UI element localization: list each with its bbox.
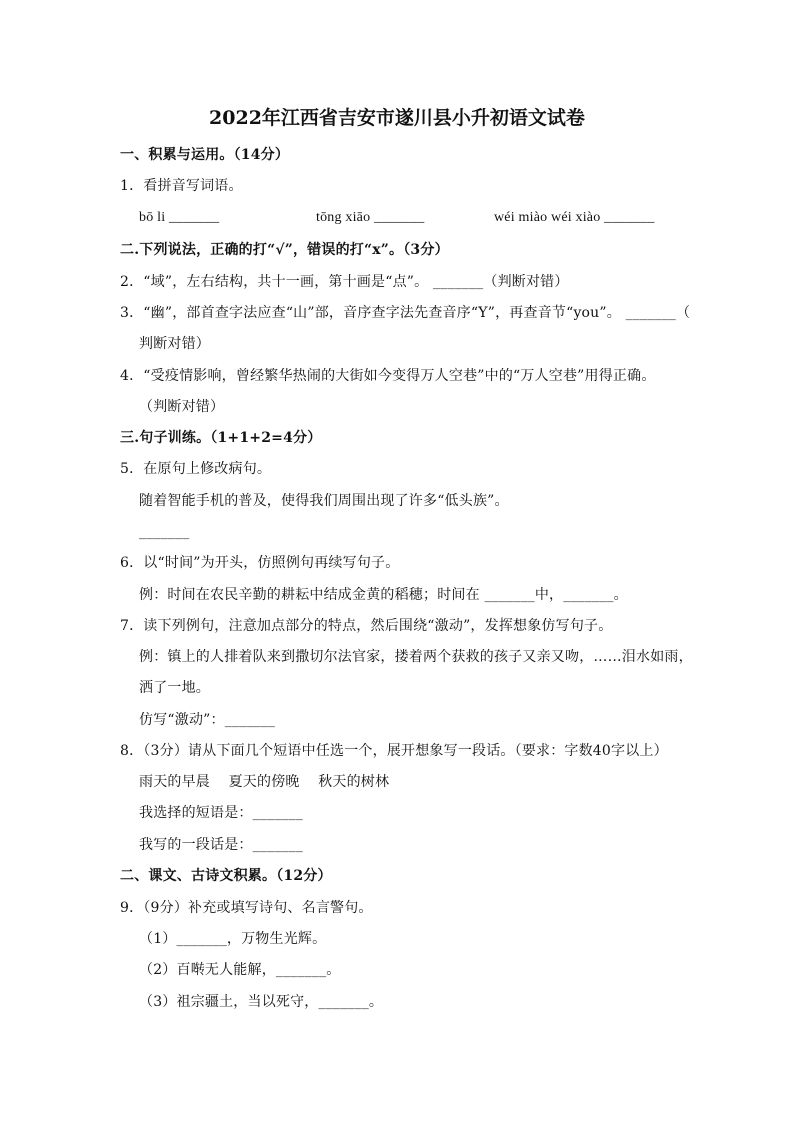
question-5: 5．在原句上修改病句。 [120,461,272,477]
page-title: 2022年江西省吉安市遂川县小升初语文试卷 [209,107,585,129]
question-5-sentence: 随着智能手机的普及，使得我们周围出现了许多“低头族”。 [139,493,509,509]
question-5-blank: _______ [139,524,190,540]
question-9-item-3: （3）祖宗疆土，当以死守，_______。 [139,994,384,1010]
question-7: 7．读下列例句，注意加点部分的特点，然后围绕“激动”，发挥想象仿写句子。 [120,618,613,634]
question-8-paragraph-blank: 我写的一段话是：_______ [139,837,303,853]
question-8-choice-blank: 我选择的短语是：_______ [139,805,303,821]
section-heading-1: 一、积累与运用。（14分） [120,147,290,163]
pinyin-blank-3: wéi miào wéi xiào _______ [494,210,655,225]
question-7-blank: 仿写“激动”：_______ [139,712,276,728]
question-3: 3．“幽”，部首查字法应查“山”部，音序查字法先查音序“Y”，再查音节“you”。 _______（ [120,305,691,321]
section-heading-3: 三.句子训练。（1+1+2=4分） [120,430,322,446]
question-4: 4．“受疫情影响，曾经繁华热闹的大街如今变得万人空巷”中的“万人空巷”用得正确。 [120,368,656,384]
pinyin-blank-1: bō li _______ [139,210,220,225]
question-8: 8．（3分）请从下面几个短语中任选一个，展开想象写一段话。（要求：字数40字以上） [120,743,668,759]
question-2: 2．“域”，左右结构，共十一画，第十画是“点”。 _______（判断对错） [120,274,569,290]
section-heading-2: 二.下列说法，正确的打“√”，错误的打“x”。（3分） [120,242,449,258]
question-1: 1．看拼音写词语。 [120,178,243,194]
question-3-continued: 判断对错） [139,336,210,352]
question-7-example: 例：镇上的人排着队来到撒切尔法官家，搂着两个获救的孩子又亲又吻，……泪水如雨， [139,649,693,665]
pinyin-blank-2: tōng xiāo _______ [316,210,425,225]
question-8-phrases: 雨天的早晨 夏天的傍晚 秋天的树林 [139,774,390,790]
section-heading-4: 二、课文、古诗文积累。（12分） [120,868,332,884]
question-7-example-continued: 洒了一地。 [139,680,210,696]
question-9: 9．（9分）补充或填写诗句、名言警句。 [120,900,373,916]
question-9-item-1: （1）_______，万物生光辉。 [139,931,327,947]
question-6: 6．以“时间”为开头，仿照例句再续写句子。 [120,555,400,571]
question-6-example: 例：时间在农民辛勤的耕耘中结成金黄的稻穗；时间在 _______中，_______。 [139,587,628,603]
question-9-item-2: （2）百啭无人能解，_______。 [139,962,341,978]
question-4-continued: （判断对错） [139,399,225,415]
